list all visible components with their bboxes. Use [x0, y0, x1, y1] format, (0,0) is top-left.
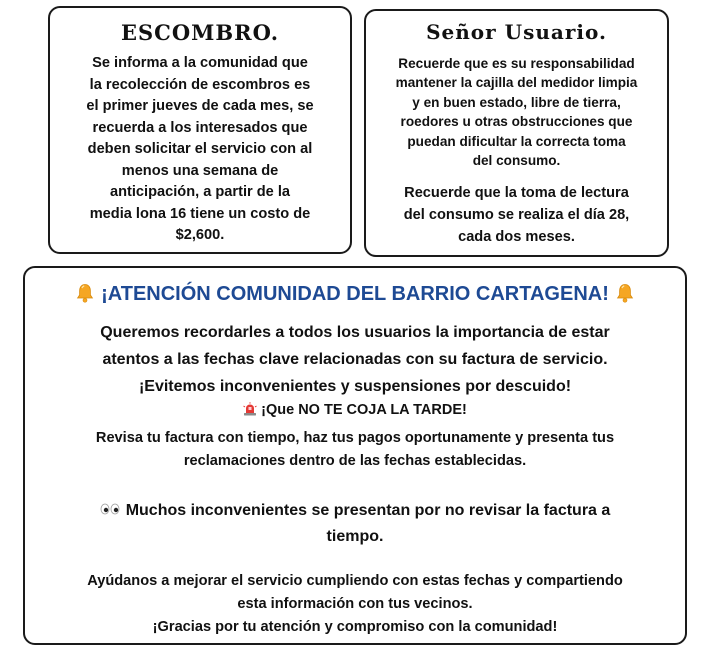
- revisa-line: Revisa tu factura con tiempo, haz tus pagos oportunamente y presenta tus: [95, 430, 615, 446]
- intro-line: atentos a las fechas clave relacionadas con su factura de servicio.: [102, 351, 608, 368]
- escombro-body: [66, 53, 334, 247]
- usuario-title: Señor Usuario.: [426, 20, 607, 44]
- usuario-line: del consumo se realiza el día 28,: [403, 207, 630, 223]
- atencion-revisa: [25, 427, 685, 473]
- usuario-card: [364, 9, 669, 257]
- siren-icon: [243, 402, 257, 420]
- revisa-line: reclamaciones dentro de las fechas establecidas.: [183, 453, 527, 469]
- usuario-line: del consumo.: [472, 153, 561, 169]
- escombro-title: ESCOMBRO.: [121, 20, 279, 45]
- usuario-line: cada dos meses.: [458, 229, 575, 245]
- escombro-line: media lona 16 tiene un costo de: [89, 205, 311, 222]
- muchos-line: [25, 498, 685, 524]
- atencion-heading: [25, 283, 685, 306]
- escombro-line: Se informa a la comunidad que: [92, 55, 308, 71]
- usuario-line: y en buen estado, libre de tierra,: [412, 94, 621, 110]
- usuario-line: mantener la cajilla del medidor limpia: [395, 75, 638, 91]
- atencion-card: [23, 266, 687, 645]
- escombro-line: $2,600.: [175, 227, 225, 243]
- atencion-muchos: [25, 498, 685, 550]
- bell-icon: [76, 283, 94, 303]
- ayudanos-line: ¡Gracias por tu atención y compromiso con la comunidad!: [152, 619, 558, 635]
- escombro-line: el primer jueves de cada mes, se: [86, 98, 314, 114]
- escombro-line: anticipación, a partir de la: [109, 184, 291, 200]
- escombro-line: la recolección de escombros es: [89, 76, 311, 93]
- escombro-line: deben solicitar el servicio con al: [87, 141, 313, 157]
- atencion-intro: [25, 319, 685, 400]
- usuario-line: puedan dificultar la correcta toma: [407, 133, 626, 149]
- eyes-icon: [100, 498, 120, 524]
- ayudanos-line: Ayúdanos a mejorar el servicio cumpliendo con estas fechas y compartiendo: [87, 573, 623, 589]
- muchos-line: tiempo.: [326, 528, 384, 545]
- ayudanos-line: esta información con tus vecinos.: [237, 596, 473, 612]
- muchos-text: Muchos inconvenientes se presentan por no revisar la factura a: [125, 502, 611, 519]
- escombro-line: recuerda a los interesados que: [92, 119, 308, 136]
- intro-line: ¡Evitemos inconvenientes y suspensiones por descuido!: [138, 378, 572, 395]
- alert-text: ¡Que NO TE COJA LA TARDE!: [261, 402, 467, 418]
- atencion-title: ¡ATENCIÓN COMUNIDAD DEL BARRIO CARTAGENA!: [101, 283, 609, 305]
- usuario-paragraph-1: [376, 54, 657, 170]
- usuario-line: Recuerde que la toma de lectura: [404, 185, 629, 201]
- atencion-ayudanos: [25, 570, 685, 639]
- bell-icon: [616, 283, 634, 303]
- atencion-alert: [25, 402, 685, 420]
- usuario-line: Recuerde que es su responsabilidad: [398, 56, 635, 71]
- usuario-line: roedores u otras obstrucciones que: [400, 114, 633, 130]
- intro-line: Queremos recordarles a todos los usuarios la importancia de estar: [100, 324, 610, 341]
- escombro-line: menos una semana de: [121, 162, 279, 179]
- escombro-card: [48, 6, 352, 254]
- usuario-paragraph-2: [376, 182, 657, 248]
